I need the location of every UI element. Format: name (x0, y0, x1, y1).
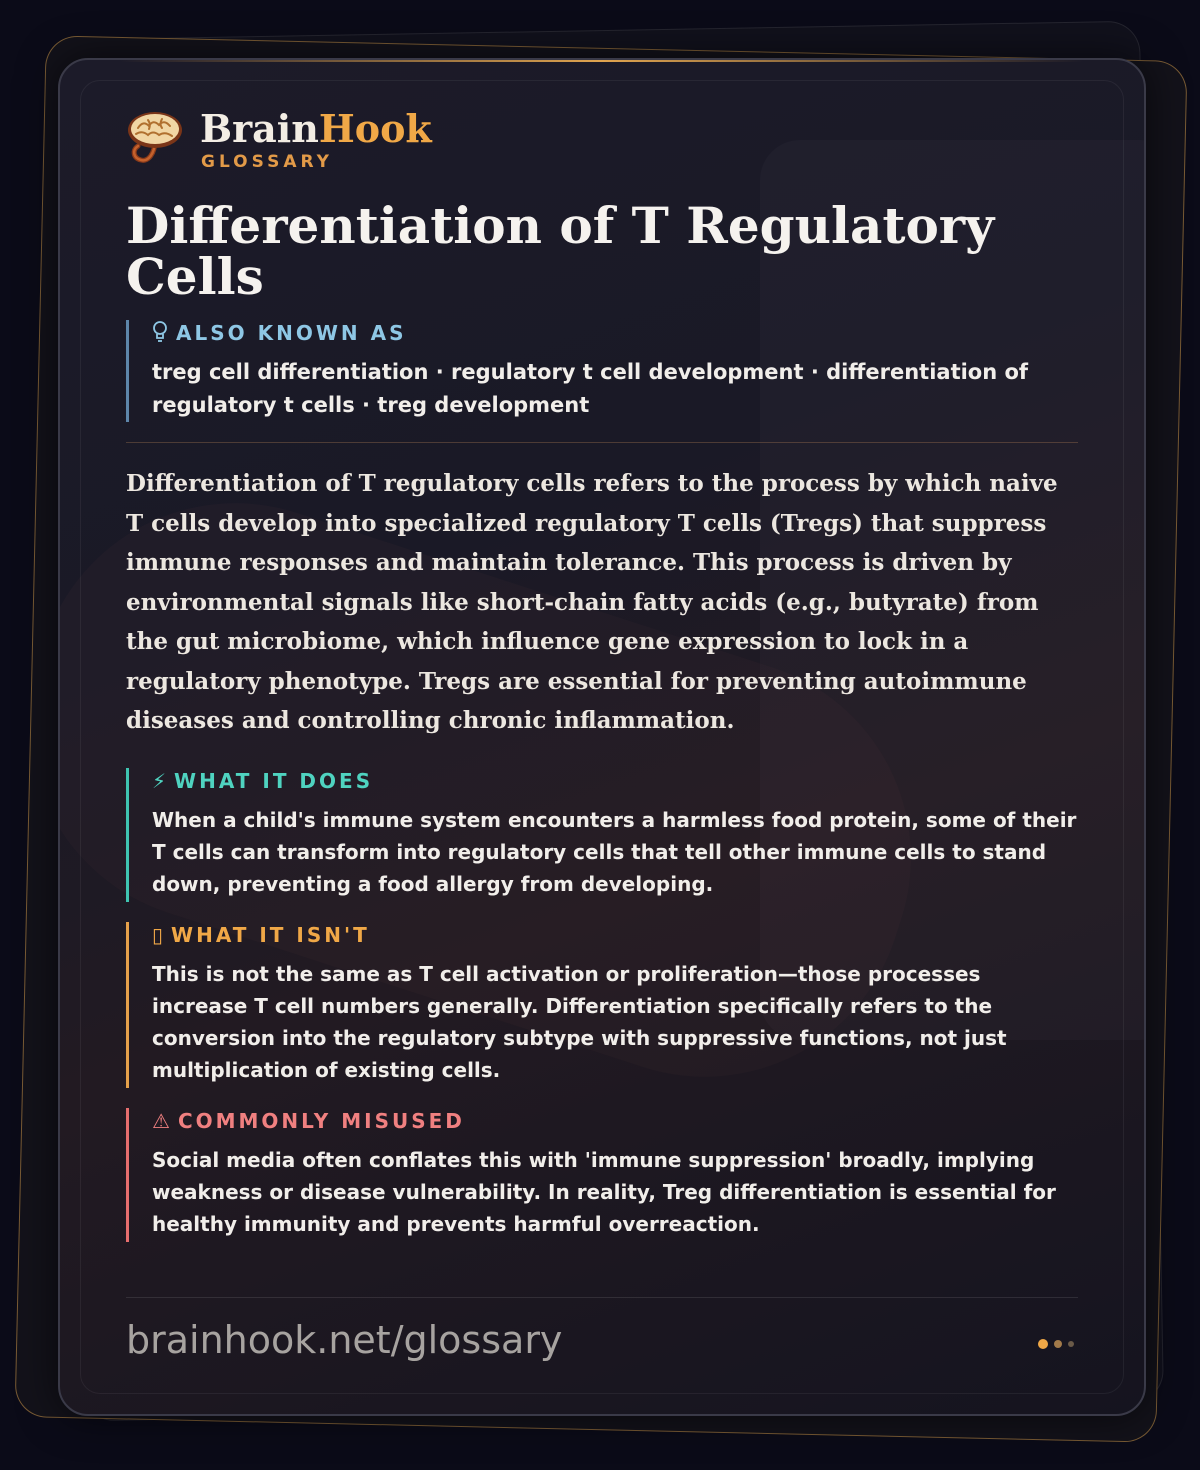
section-heading (152, 320, 1078, 346)
brand-name-part2: Hook (318, 106, 432, 151)
page-dots-indicator (1038, 1338, 1078, 1350)
brand-name-part1: Brain (200, 106, 319, 151)
warning-icon: ⚠ (152, 1109, 170, 1133)
section-heading (152, 1108, 1078, 1134)
brand-subtitle: GLOSSARY (201, 152, 333, 172)
brand-name (200, 106, 432, 151)
footer-url: brainhook.net/glossary (126, 1318, 563, 1362)
lightning-icon: ⚡ (152, 769, 167, 793)
what-it-does-section (126, 768, 1078, 902)
card-top-highlight (120, 60, 1084, 62)
what-it-does-heading: WHAT IT DOES (174, 769, 374, 793)
glossary-card (58, 58, 1146, 1416)
page-dot (1068, 1341, 1074, 1347)
footer-divider (126, 1297, 1078, 1298)
commonly-misused-section (126, 1108, 1078, 1242)
page-title: Differentiation of T Regulatory Cells (126, 196, 995, 306)
lightbulb-icon (152, 321, 168, 345)
commonly-misused-heading: COMMONLY MISUSED (177, 1109, 465, 1133)
section-heading (152, 768, 1078, 794)
missing-glyph-icon: ▯ (152, 923, 164, 947)
brand-header (126, 106, 526, 172)
page-dot-active (1038, 1339, 1048, 1349)
commonly-misused-text: Social media often conflates this with 'immune suppression' broadly, implying weakness or disease vulnerability. In reality, Treg differentiation is essential for healthy immunity and prevents harmful overreaction. (152, 1148, 1056, 1236)
brain-hook-icon (126, 110, 184, 168)
divider (126, 442, 1078, 443)
definition-text: Differentiation of T regulatory cells refers to the process by which naive T cells develop into specialized regulatory T cells (Tregs) that suppress immune responses and maintain tolerance. This process is driven by environmental signals like short-chain fatty acids (e.g., butyrate) from the gut microbiome, which influence gene expression to lock in a regulatory phenotype. Tregs are essential for preventing autoimmune diseases and controlling chronic inflammation. (126, 470, 1058, 734)
what-it-isnt-text: This is not the same as T cell activation or proliferation—those processes increase T cell numbers generally. Differentiation specifically refers to the conversion into the regulatory subtype with suppressive functions, not just multiplication of existing cells. (152, 962, 1007, 1082)
page-dot (1054, 1340, 1062, 1348)
what-it-does-text: When a child's immune system encounters a harmless food protein, some of their T cells can transform into regulatory cells that tell other immune cells to stand down, preventing a food allergy from developing. (152, 808, 1077, 896)
also-known-as-text: treg cell differentiation · regulatory t cell development · differentiation of regulatory t cells · treg development (152, 360, 1029, 417)
also-known-as-heading: ALSO KNOWN AS (176, 321, 407, 345)
section-heading (152, 922, 1078, 948)
what-it-isnt-heading: WHAT IT ISN'T (171, 923, 370, 947)
also-known-as-section (126, 320, 1078, 422)
what-it-isnt-section (126, 922, 1078, 1088)
